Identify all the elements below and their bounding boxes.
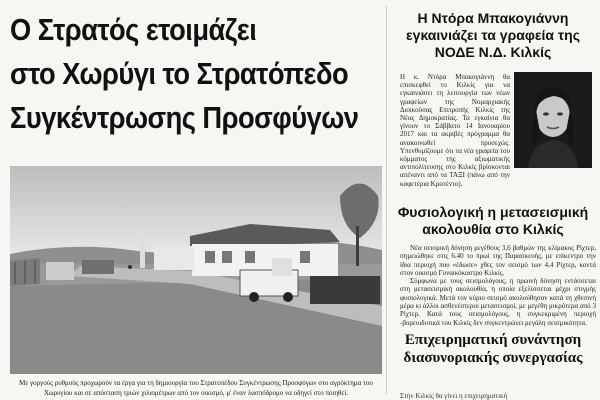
headline-line-2: στο Χωρύγι το Στρατόπεδο	[10, 56, 349, 91]
headline-line-3: Συγκέντρωσης Προσφύγων	[10, 100, 359, 135]
photo-caption: Με γοργούς ρυθμούς προχωρούν τα έργα για τη δημιουργία του Στρατοπέδου Συγκέντρωσης Προσφύγων στο αγρόκτημα του Χωρυγίου και σε απόσταση τριών χιλιομέτρων από τον οικισμό, μ' έναν λασπόδρομο να οδηγεί στο ποιηθεί.	[19, 379, 373, 397]
camp-photo	[10, 166, 382, 374]
sidebar-headline-3: Επιχειρηματική συνάντηση διασυνοριακής συνεργασίας	[403, 332, 583, 366]
sidebar-body-1: Η κ. Ντόρα Μπακογιάννη θα επισκεφθεί το Κιλκίς για να εγκαινιάσει τη λειτουργία των νέων γραφείων της Νομαρχιακής Διοικούσας Επιτροπής Κιλκίς της Νέας Δημοκρατίας. Τα εγκαίνια θα γίνουν το Σάββατο 14 Ιανουαρίου 2017 και τα ακριβές πρόγραμμα θα ανακοινωθεί προσεχώς. Υπενθυμίζουμε ότι τα νέα γραφεία του κόμματος της αξιωματικής αντιπολίτευσης στο Κιλκίς βρίσκονται απέναντι από τα ΤΑΞΙ (πάνω από την καφετέρια Κρεσέντο).	[400, 73, 510, 188]
sidebar-column	[390, 0, 600, 400]
sidebar-body-2	[400, 244, 596, 327]
headline-line-1: Ο Στρατός ετοιμάζει	[10, 12, 257, 47]
main-headline	[10, 8, 382, 140]
sidebar-headline-2: Φυσιολογική η μετασεισμική ακολουθία στο Κιλκίς	[397, 204, 589, 237]
sidebar-body-3: Στην Κιλκίς θα γίνει η επιχειρηματική	[400, 392, 508, 400]
sidebar-body-2-paragraph-2: Σύμφωνα με τους σεισμολόγους, η πρωινή δόνηση εντάσσεται στη μετασεισμική ακολουθία, η οποία εξελίσσεται μέχρι στιγμής φυσιολογικά. Μετά τον κύριο σεισμό ακολούθησαν κατά τη χθεσινή μέρα κι άλλοι ασθενέστεροι μετασεισμοί, με μεγέθη μικρότερα από 3 Ρίχτερ. Κατά τους σεισμολόγους, η συγκεκριμένη περιοχή -βορειοδυτικά του Κιλκίς δεν συγκεντρώνει μεγάλη σεισμικότητα.	[400, 277, 596, 327]
portrait-photo	[514, 72, 592, 168]
sidebar-headline-1: Η Ντόρα Μπακογιάννη εγκαινιάζει τα γραφεία της ΝΟΔΕ Ν.Δ. Κιλκίς	[406, 10, 580, 60]
sidebar-body-2-paragraph-1: Νέα σεισμική δόνηση μεγέθους 3,6 βαθμών της κλίμακος Ρίχτερ, σημειώθηκε στις 6.40 το πρωί της Παρασκευής, με επίκεντρο την ίδια περιοχή που «έδωσε» χθες τον σεισμό των 4,4 Ρίχτερ, κοντά στον οικισμό Γυναικόκαστρο Κιλκίς.	[400, 244, 596, 277]
column-divider	[386, 6, 387, 394]
